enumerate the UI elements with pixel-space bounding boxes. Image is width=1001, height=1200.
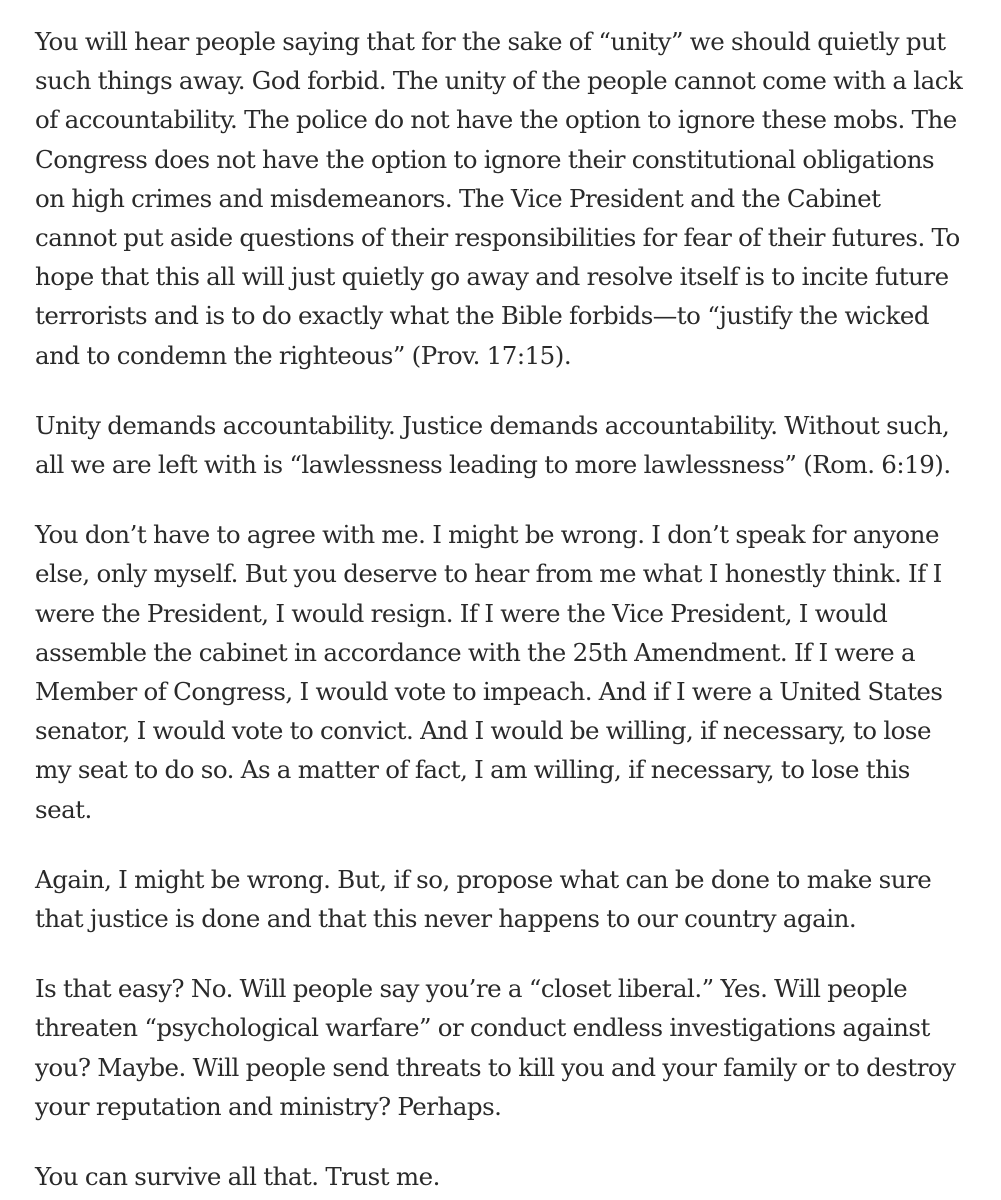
- paragraph-is-that-easy: Is that easy? No. Will people say you’re a “closet liberal.” Yes. Will people threaten “psychological warfare” or conduct endless investigations against you? Maybe. Will people send threats to kill you and your family or to destroy your reputation and ministry? Perhaps.: [35, 974, 956, 1121]
- paragraph-unity: You will hear people saying that for the sake of “unity” we should quietly put such things away. God forbid. The unity of the people cannot come with a lack of accountability. The police do not have the option to ignore these mobs. The Congress does not have the option to ignore their constitutional obligations on high crimes and misdemeanors. The Vice President and the Cabinet cannot put aside questions of their responsibilities for fear of their futures. To hope that this all will just quietly go away and resolve itself is to incite future terrorists and is to do exactly what the Bible forbids—to “justify the wicked and to condemn the righteous” (Prov. 17:15).: [35, 27, 963, 370]
- paragraph-accountability: Unity demands accountability. Justice demands accountability. Without such, all we are left with is “lawlessness leading to more lawlessness” (Rom. 6:19).: [35, 410, 951, 480]
- paragraph-survive: You can survive all that. Trust me.: [35, 1162, 440, 1192]
- paragraph-might-be-wrong: Again, I might be wrong. But, if so, propose what can be done to make sure that justice is done and that this never happens to our country again.: [35, 864, 932, 934]
- paragraph-personal-view: You don’t have to agree with me. I might be wrong. I don’t speak for anyone else, only myself. But you deserve to hear from me what I honestly think. If I were the President, I would resign. If I were the Vice President, I would assemble the cabinet in accordance with the 25th Amendment. If I were a Member of Congress, I would vote to impeach. And if I were a United States senator, I would vote to convict. And I would be willing, if necessary, to lose my seat to do so. As a matter of fact, I am willing, if necessary, to lose this seat.: [35, 520, 943, 824]
